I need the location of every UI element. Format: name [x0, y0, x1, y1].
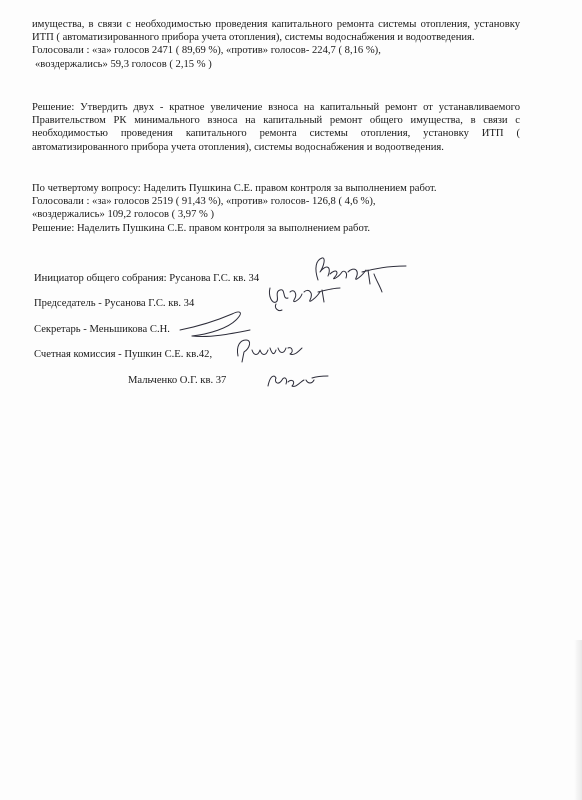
signature-counting-commission: Счетная комиссия - Пушкин С.Е. кв.42, — [34, 349, 213, 360]
question-3-decision — [32, 101, 520, 154]
handwritten-signature-chairman — [262, 278, 352, 314]
signature-chairman: Председатель - Русанова Г.С. кв. 34 — [34, 298, 195, 309]
handwritten-signature-malchenko — [262, 368, 332, 392]
signature-secretary: Секретарь - Меньшикова С.Н. — [34, 324, 170, 335]
question-3-continuation-text: имущества, в связи с необходимостью проведения капитального ремонта системы отопления, установку ИТП ( автоматизированного прибора учета отопления), системы водоснабжения и водоотведения. — [32, 19, 520, 44]
question-4-votes-line-1: Голосовали : «за» голосов 2519 ( 91,43 %), «против» голосов- 126,8 ( 4,6 %), — [32, 196, 376, 208]
scan-edge-shadow — [574, 640, 582, 800]
question-4-title: По четвертому вопросу: Наделить Пушкина С.Е. правом контроля за выполнением работ. — [32, 183, 437, 194]
signature-initiator: Инициатор общего собрания: Русанова Г.С. кв. 34 — [34, 273, 260, 284]
signature-counting-commission-2: Мальченко О.Г. кв. 37 — [128, 375, 227, 386]
handwritten-signature-pushkin — [232, 336, 312, 366]
question-4-votes-line-2: «воздержались» 109,2 голосов ( 3,97 % ) — [32, 209, 215, 221]
question-3-continuation — [32, 18, 520, 71]
question-3-decision-text: Решение: Утвердить двух - кратное увеличение взноса на капитальный ремонт от устанавливаемого Правительством РК минимального взноса на капитальный ремонт общего имущества, в связи с необходимостью проведения капитального ремонта системы отопления, установку ИТП ( автоматизированного прибора учета отопления), системы водоснабжения и водоотведения. — [32, 102, 520, 153]
question-3-votes-line-1: Голосовали : «за» голосов 2471 ( 89,69 %), «против» голосов- 224,7 ( 8,16 %), — [32, 45, 381, 57]
question-4-section — [32, 182, 520, 235]
question-3-votes-line-2: «воздержались» 59,3 голосов ( 2,15 % ) — [35, 58, 212, 70]
question-4-decision: Решение: Наделить Пушкина С.Е. правом контроля за выполнением работ. — [32, 222, 371, 234]
